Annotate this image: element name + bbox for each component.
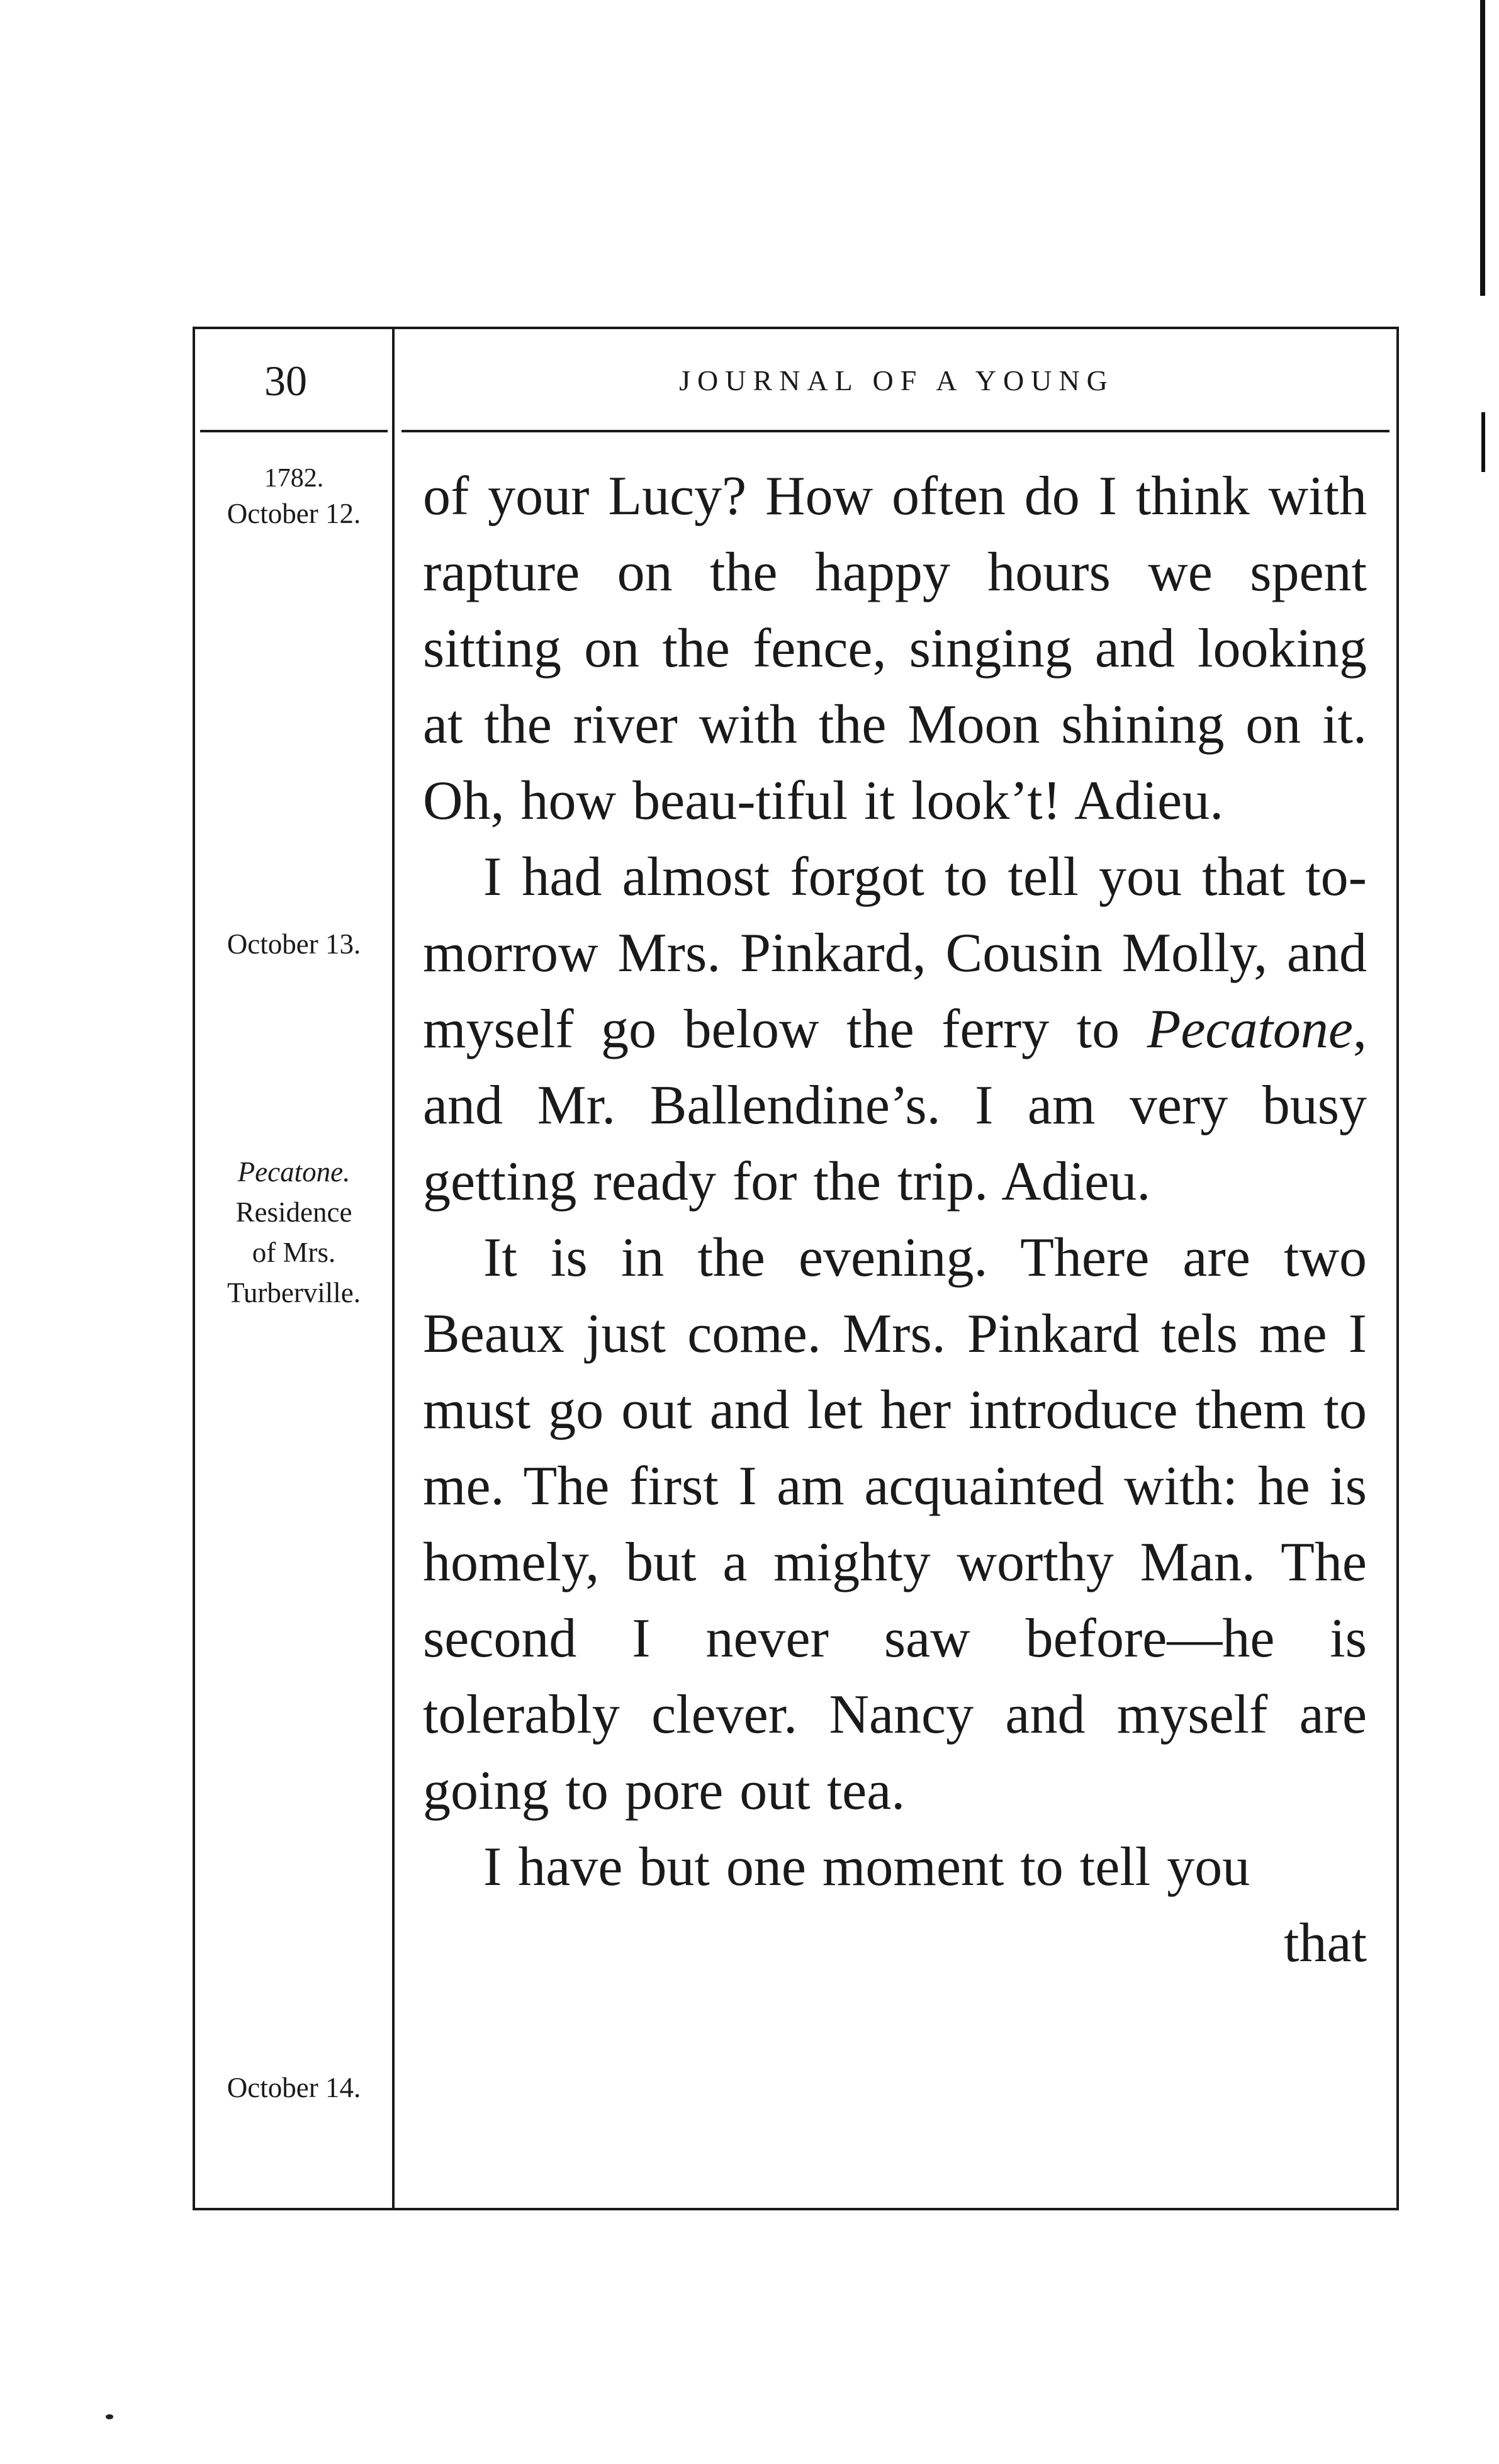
paragraph — [423, 839, 1367, 1220]
margin-note-place — [200, 1152, 388, 1313]
header-rule — [401, 430, 1390, 432]
header-rule — [200, 430, 388, 432]
margin-note-date — [200, 924, 388, 964]
margin-note-line: of Mrs. — [252, 1237, 336, 1268]
margin-note-line: October 14. — [227, 2072, 361, 2103]
margin-note-title: Pecatone. — [237, 1156, 351, 1188]
margin-note-date — [200, 458, 388, 534]
catchword: that — [1284, 1913, 1367, 1974]
page-number: 30 — [264, 357, 307, 405]
margin-note-line: October 12. — [227, 498, 361, 529]
running-title: JOURNAL OF A YOUNG — [679, 364, 1114, 397]
scan-speck — [106, 2414, 113, 2419]
text-run: , and Mr. Ballendine’s. I am very busy getting ready for the trip. Adieu. — [423, 999, 1367, 1212]
text-run: I had almost forgot to tell you that to-morrow Mrs. Pinkard, Cousin Molly, and myself go below the ferry to — [423, 847, 1367, 1060]
journal-text — [423, 458, 1367, 1981]
column-divider — [392, 327, 395, 2210]
place-name: Pecatone — [1147, 999, 1353, 1060]
scan-edge-mark — [1481, 412, 1485, 472]
paragraph: It is in the evening. There are two Beaux just come. Mrs. Pinkard tels me I must go out and let her introduce them to me. The first I am acquainted with: he is homely, but a mighty worthy Man. The second I never saw before—he is tolerably clever. Nancy and myself are going to pore out tea. — [423, 1227, 1367, 1821]
margin-note-line: Residence — [235, 1196, 352, 1228]
margin-note-line: Turberville. — [227, 1277, 361, 1308]
paragraph: of your Lucy? How often do I think with rapture on the happy hours we spent sitting on the fence, singing and looking at the river with the Moon shining on it. Oh, how beau-tiful it look’t! Adieu. — [423, 466, 1367, 831]
margin-note-line: October 13. — [227, 928, 361, 960]
margin-note-year: 1782. — [264, 464, 324, 493]
scan-edge-mark — [1480, 0, 1485, 296]
paragraph: I have but one moment to tell you — [483, 1837, 1250, 1898]
margin-note-date — [200, 2067, 388, 2108]
